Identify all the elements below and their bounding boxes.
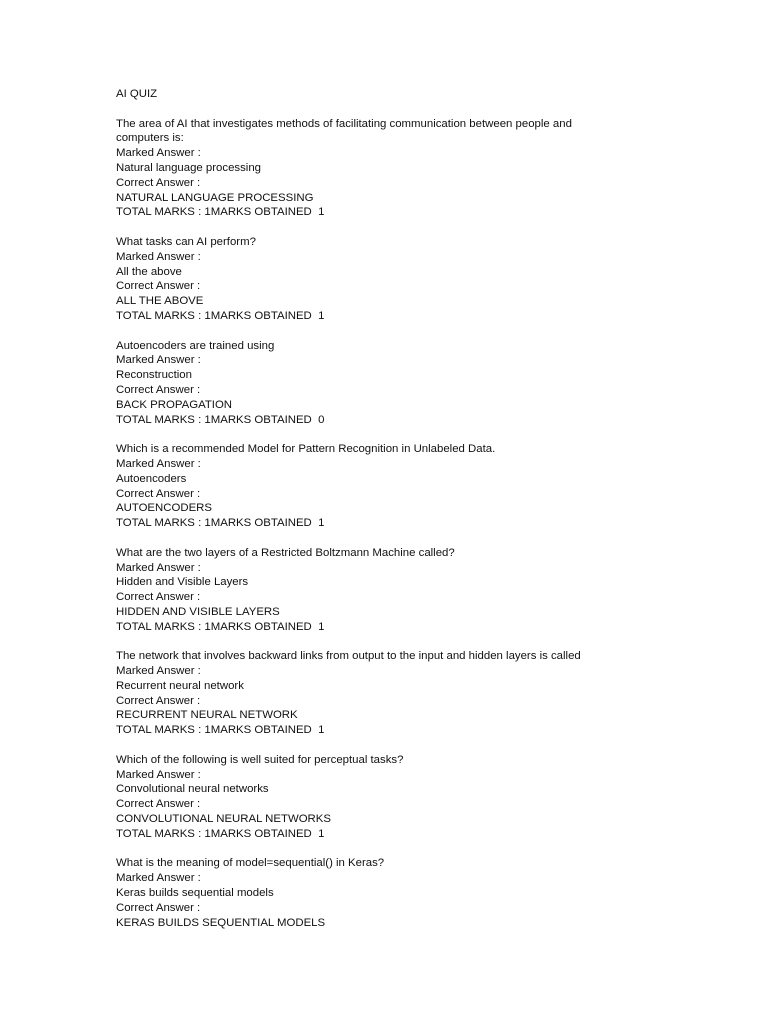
correct-answer: CONVOLUTIONAL NEURAL NETWORKS xyxy=(116,813,331,826)
marked-answer-label: Marked Answer : xyxy=(116,250,201,263)
question-text: Autoencoders are trained using xyxy=(116,339,275,352)
marked-answer: Keras builds sequential models xyxy=(116,887,274,900)
quiz-document xyxy=(116,87,736,930)
document-title: AI QUIZ xyxy=(116,88,158,100)
marked-answer-label: Marked Answer : xyxy=(116,457,201,470)
question-text: What tasks can AI perform? xyxy=(116,235,256,248)
correct-answer: AUTOENCODERS xyxy=(116,502,212,515)
question-block xyxy=(116,649,736,738)
question-block xyxy=(116,753,736,842)
correct-answer-label: Correct Answer : xyxy=(116,176,201,189)
question-text: What is the meaning of model=sequential() in Keras? xyxy=(116,857,385,870)
correct-answer: ALL THE ABOVE xyxy=(116,295,204,308)
marks-summary: TOTAL MARKS : 1MARKS OBTAINED 1 xyxy=(116,517,325,530)
marked-answer-label: Marked Answer : xyxy=(116,561,201,574)
correct-answer-label: Correct Answer : xyxy=(116,798,201,811)
correct-answer: BACK PROPAGATION xyxy=(116,398,233,411)
marked-answer: Recurrent neural network xyxy=(116,679,244,692)
question-block xyxy=(116,339,736,428)
marks-summary: TOTAL MARKS : 1MARKS OBTAINED 1 xyxy=(116,724,325,737)
question-block xyxy=(116,235,736,324)
question-text: Which is a recommended Model for Pattern Recognition in Unlabeled Data. xyxy=(116,443,496,456)
marked-answer: Hidden and Visible Layers xyxy=(116,576,249,589)
question-text: The area of AI that investigates methods of facilitating communication between people and xyxy=(116,117,572,130)
question-block xyxy=(116,117,736,221)
correct-answer-label: Correct Answer : xyxy=(116,591,201,604)
correct-answer-label: Correct Answer : xyxy=(116,694,201,707)
question-text: Which of the following is well suited for perceptual tasks? xyxy=(116,753,404,766)
marked-answer: Convolutional neural networks xyxy=(116,783,269,796)
marked-answer-label: Marked Answer : xyxy=(116,354,201,367)
correct-answer-label: Correct Answer : xyxy=(116,487,201,500)
marked-answer: Natural language processing xyxy=(116,161,262,174)
marked-answer-label: Marked Answer : xyxy=(116,147,201,160)
marked-answer: Reconstruction xyxy=(116,369,192,382)
correct-answer-label: Correct Answer : xyxy=(116,280,201,293)
marked-answer-label: Marked Answer : xyxy=(116,665,201,678)
question-text: The network that involves backward links from output to the input and hidden layers is called xyxy=(116,650,581,663)
marked-answer-label: Marked Answer : xyxy=(116,872,201,885)
question-block xyxy=(116,856,736,930)
marked-answer-label: Marked Answer : xyxy=(116,768,201,781)
marked-answer: Autoencoders xyxy=(116,472,187,485)
correct-answer-label: Correct Answer : xyxy=(116,383,201,396)
marks-summary: TOTAL MARKS : 1MARKS OBTAINED 0 xyxy=(116,413,325,426)
question-block xyxy=(116,546,736,635)
correct-answer: HIDDEN AND VISIBLE LAYERS xyxy=(116,605,280,618)
correct-answer: KERAS BUILDS SEQUENTIAL MODELS xyxy=(116,916,326,929)
marks-summary: TOTAL MARKS : 1MARKS OBTAINED 1 xyxy=(116,206,325,219)
question-text: computers is: xyxy=(116,132,184,145)
marks-summary: TOTAL MARKS : 1MARKS OBTAINED 1 xyxy=(116,309,325,322)
correct-answer: RECURRENT NEURAL NETWORK xyxy=(116,709,298,722)
marked-answer: All the above xyxy=(116,265,182,278)
marks-summary: TOTAL MARKS : 1MARKS OBTAINED 1 xyxy=(116,827,325,840)
correct-answer: NATURAL LANGUAGE PROCESSING xyxy=(116,191,314,204)
correct-answer-label: Correct Answer : xyxy=(116,901,201,914)
marks-summary: TOTAL MARKS : 1MARKS OBTAINED 1 xyxy=(116,620,325,633)
question-block xyxy=(116,442,736,531)
question-text: What are the two layers of a Restricted Boltzmann Machine called? xyxy=(116,546,455,559)
